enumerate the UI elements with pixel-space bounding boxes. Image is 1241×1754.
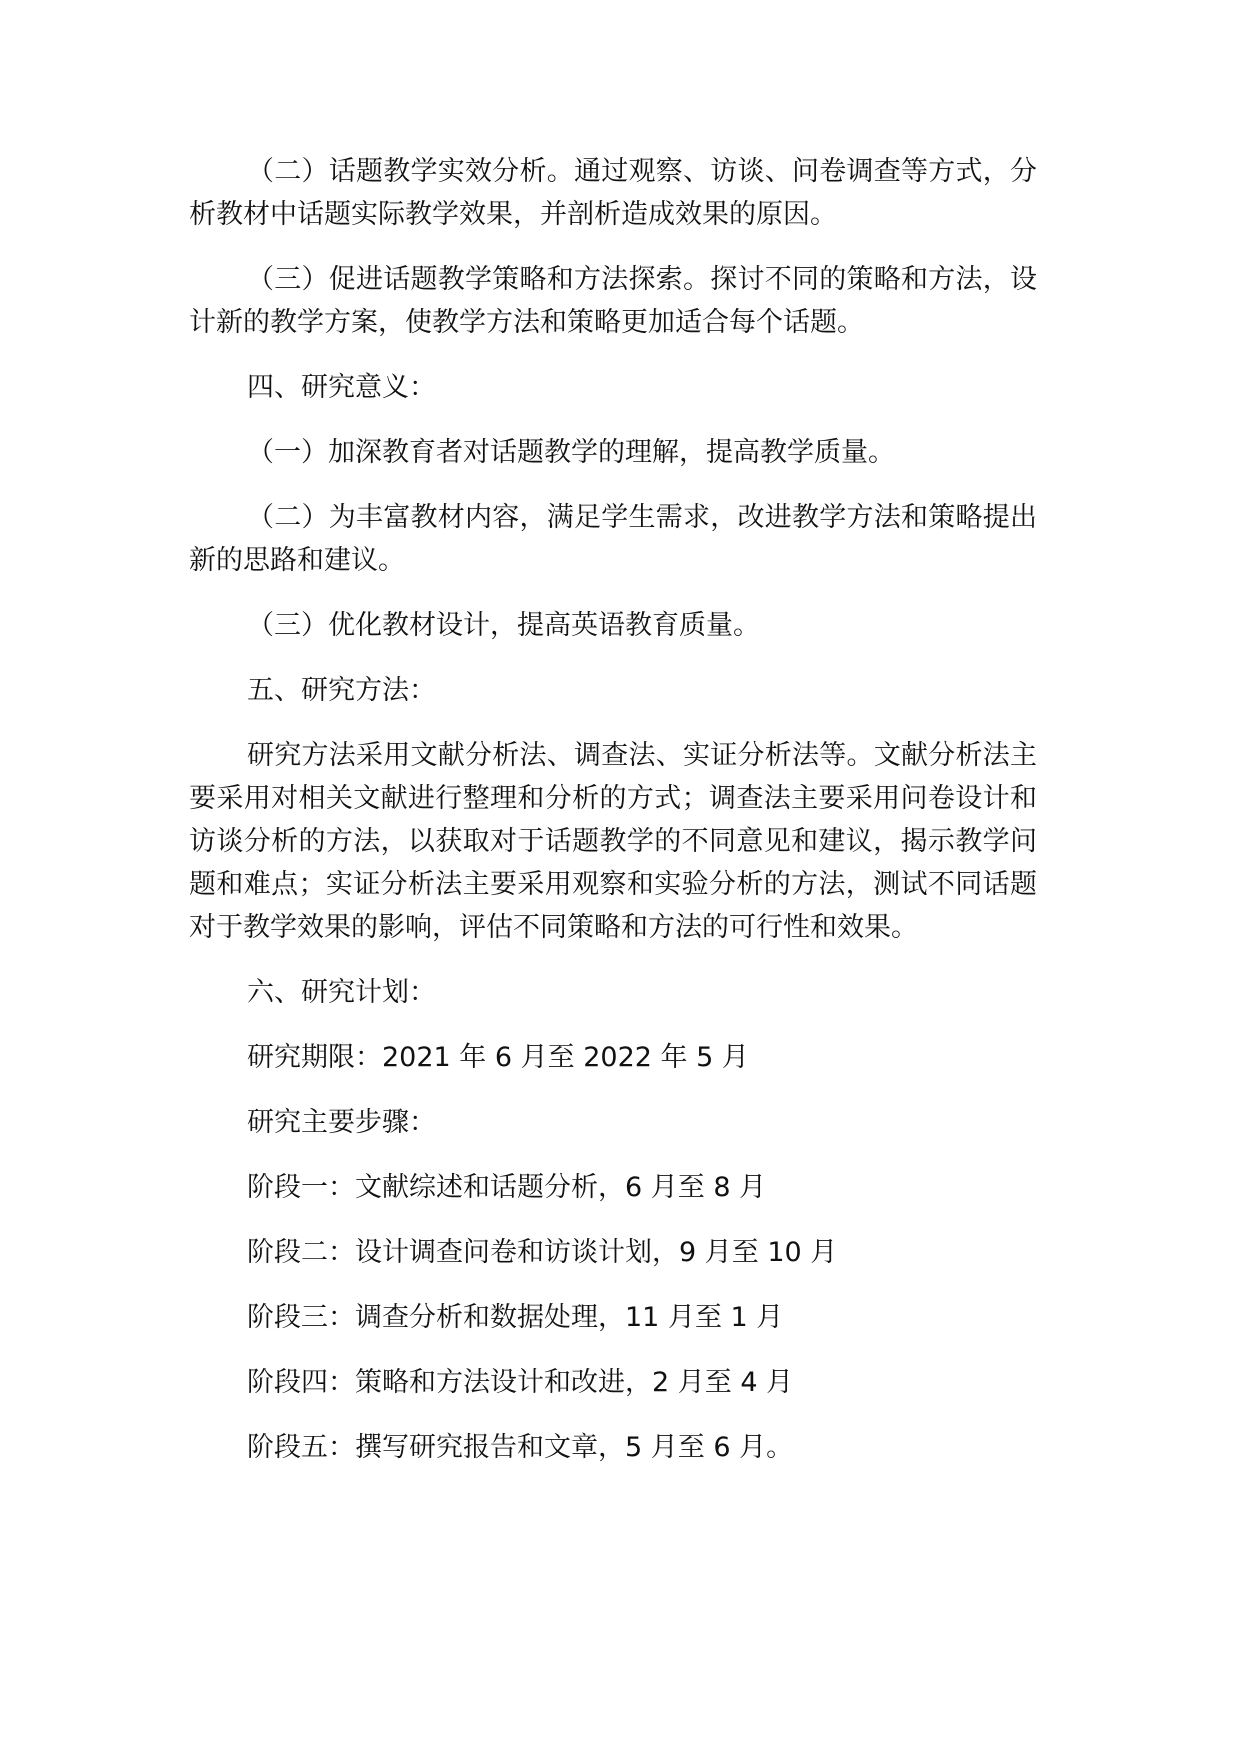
paragraph-significance-1: （一）加深教育者对话题教学的理解，提高教学质量。 [247, 437, 895, 468]
list-item-stage-3: 阶段三：调查分析和数据处理，11 月至 1 月 [247, 1302, 784, 1333]
paragraph-research-period: 研究期限：2021 年 6 月至 2022 年 5 月 [247, 1042, 749, 1073]
paragraph-strategy-exploration: （三）促进话题教学策略和方法探索。探讨不同的策略和方法，设计新的教学方案，使教学方法和策略更加适合每个话题。 [189, 264, 1037, 338]
paragraph-significance-3: （三）优化教材设计，提高英语教育质量。 [247, 610, 760, 641]
paragraph-research-methods: 研究方法采用文献分析法、调查法、实证分析法等。文献分析法主要采用对相关文献进行整理和分析的方式；调查法主要采用问卷设计和访谈分析的方法，以获取对于话题教学的不同意见和建议，揭示教学问题和难点；实证分析法主要采用观察和实验分析的方法，测试不同话题对于教学效果的影响，评估不同策略和方法的可行性和效果。 [189, 740, 1037, 943]
paragraph-main-steps: 研究主要步骤： [247, 1107, 436, 1138]
list-item-stage-5: 阶段五：撰写研究报告和文章，5 月至 6 月。 [247, 1432, 794, 1463]
paragraph-topic-effect-analysis: （二）话题教学实效分析。通过观察、访谈、问卷调查等方式，分析教材中话题实际教学效果，并剖析造成效果的原因。 [189, 156, 1037, 230]
heading-research-plan: 六、研究计划： [247, 977, 436, 1008]
paragraph-significance-2: （二）为丰富教材内容，满足学生需求，改进教学方法和策略提出新的思路和建议。 [189, 502, 1037, 576]
heading-research-methods: 五、研究方法： [247, 675, 436, 706]
document-page [189, 150, 1037, 1469]
list-item-stage-1: 阶段一：文献综述和话题分析，6 月至 8 月 [247, 1172, 767, 1203]
heading-research-significance: 四、研究意义： [247, 372, 436, 403]
list-item-stage-2: 阶段二：设计调查问卷和访谈计划，9 月至 10 月 [247, 1237, 838, 1268]
list-item-stage-4: 阶段四：策略和方法设计和改进，2 月至 4 月 [247, 1367, 794, 1398]
